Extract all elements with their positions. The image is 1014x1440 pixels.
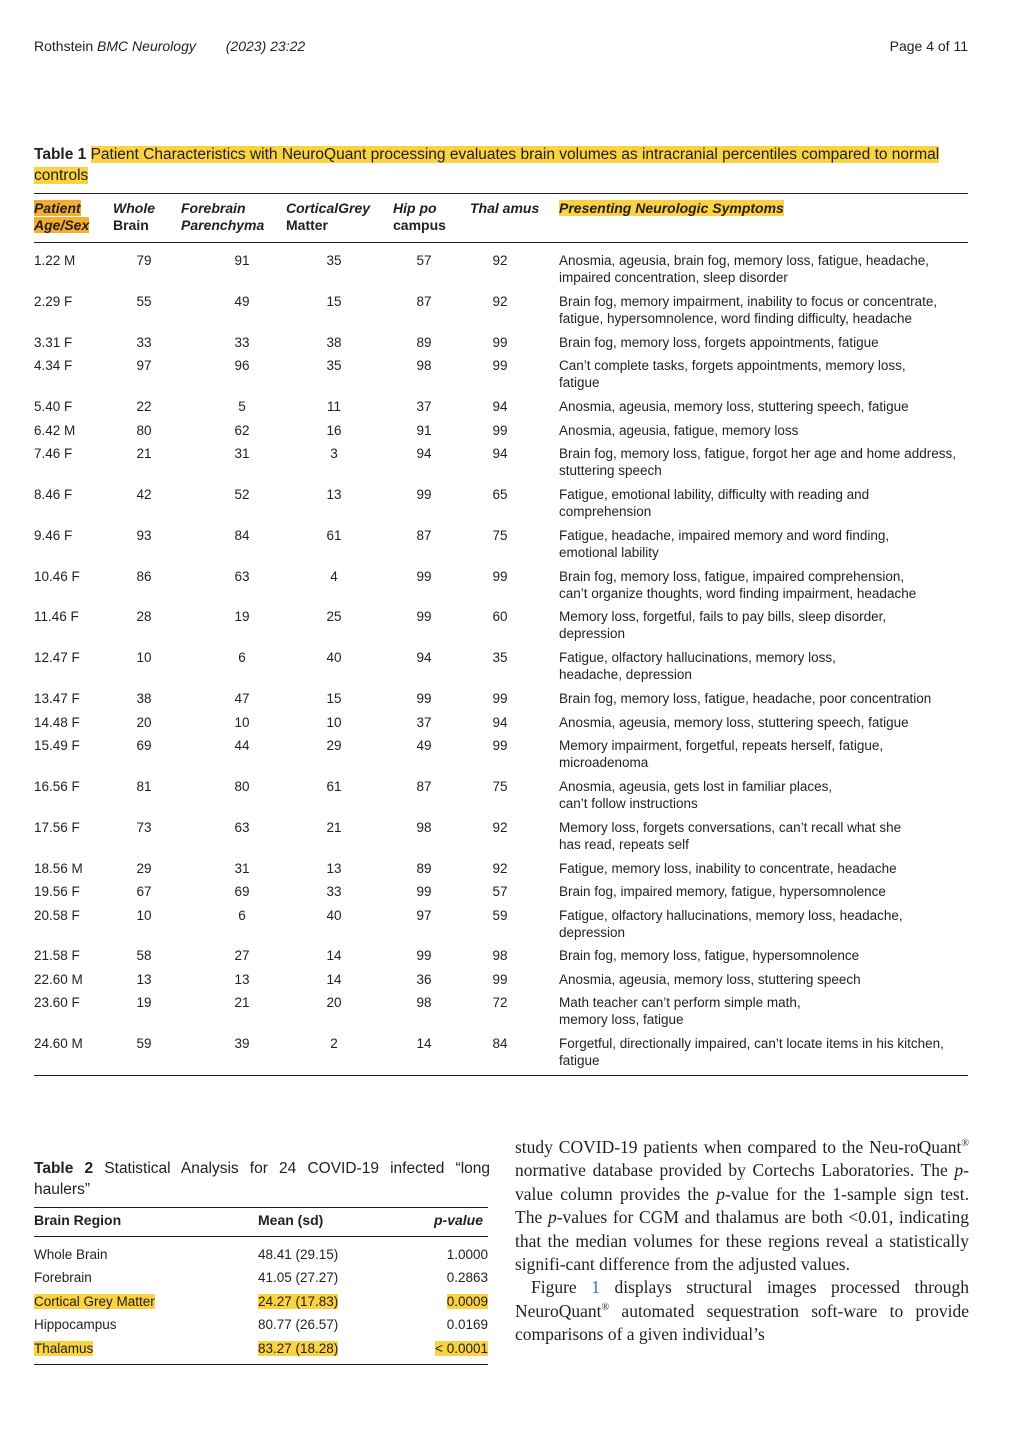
t2-header-pvalue: p-value <box>434 1212 484 1228</box>
table2-cell-region: Forebrain <box>34 1270 92 1285</box>
table1-cell-pt: 9.46 F <box>34 528 73 543</box>
table1-cell-pt: 24.60 M <box>34 1036 83 1051</box>
table1-caption-end: controls <box>34 167 89 184</box>
table1-cell-symptoms: Brain fog, memory loss, fatigue, headache, poor concentration <box>559 691 932 706</box>
col-header-forebrain: Forebrain Parenchyma <box>181 200 265 233</box>
table1-cell-thal: 99 <box>492 335 508 350</box>
table1-cell-fp: 91 <box>234 253 250 268</box>
table1-cell-cgm: 3 <box>330 446 338 461</box>
table1-cell-thal: 94 <box>492 399 508 414</box>
table1-cell-cgm: 20 <box>326 995 342 1010</box>
table2-cell-p: 1.0000 <box>446 1247 488 1262</box>
table1-cell-thal: 75 <box>492 779 508 794</box>
table1-cell-hip: 98 <box>416 995 432 1010</box>
col-header-symptoms: Presenting Neurologic Symptoms <box>559 200 784 216</box>
table1-cell-symptoms: Anosmia, ageusia, memory loss, stuttering speech, fatigue <box>559 399 909 414</box>
table1-cell-wb: 73 <box>136 820 152 835</box>
table1-cell-pt: 10.46 F <box>34 569 80 584</box>
table2-cell-p: 0.0169 <box>446 1317 488 1332</box>
table1-cell-symptoms: Memory loss, forgetful, fails to pay bills, sleep disorder, depression <box>559 609 887 641</box>
table1-cell-cgm: 21 <box>326 820 342 835</box>
table1-cell-symptoms: Memory loss, forgets conversations, can’t recall what she has read, repeats self <box>559 820 902 852</box>
table1-cell-thal: 92 <box>492 294 508 309</box>
table1-header-rule <box>34 242 968 243</box>
table1-cell-thal: 92 <box>492 820 508 835</box>
table2-cell-region: Cortical Grey Matter <box>34 1294 155 1309</box>
table1-cell-hip: 98 <box>416 358 432 373</box>
table1-cell-symptoms: Fatigue, olfactory hallucinations, memory loss, headache, depression <box>559 908 903 940</box>
running-header <box>34 38 305 54</box>
table1-cell-fp: 13 <box>234 972 250 987</box>
table2-bottom-rule <box>34 1364 488 1365</box>
col-header-hippocampus: Hip po campus <box>393 200 446 233</box>
table2-caption <box>34 1158 490 1200</box>
table1-cell-wb: 93 <box>136 528 152 543</box>
table1-cell-pt: 7.46 F <box>34 446 73 461</box>
table1-cell-hip: 87 <box>416 528 432 543</box>
table1-cell-pt: 20.58 F <box>34 908 80 923</box>
table1-cell-hip: 91 <box>416 423 432 438</box>
table1-cell-thal: 57 <box>492 884 508 899</box>
table1-cell-fp: 49 <box>234 294 250 309</box>
table1-cell-hip: 14 <box>416 1036 432 1051</box>
table1-caption <box>34 144 970 186</box>
table1-cell-fp: 62 <box>234 423 250 438</box>
table1-cell-symptoms: Math teacher can’t perform simple math, memory loss, fatigue <box>559 995 801 1027</box>
table1-cell-wb: 55 <box>136 294 152 309</box>
table2-header-rule <box>34 1236 488 1237</box>
table1-cell-pt: 4.34 F <box>34 358 73 373</box>
table1-cell-wb: 69 <box>136 738 152 753</box>
header-journal: BMC Neurology <box>97 38 196 54</box>
table1-cell-fp: 6 <box>238 650 246 665</box>
table1-cell-symptoms: Anosmia, ageusia, brain fog, memory loss, fatigue, headache, impaired concentration, sleep disorder <box>559 253 929 285</box>
table1-cell-cgm: 29 <box>326 738 342 753</box>
table1-cell-pt: 2.29 F <box>34 294 73 309</box>
table1-cell-wb: 38 <box>136 691 152 706</box>
table2-top-rule <box>34 1207 488 1208</box>
table2-cell-region: Thalamus <box>34 1341 94 1356</box>
table1-cell-wb: 58 <box>136 948 152 963</box>
table1-cell-symptoms: Anosmia, ageusia, gets lost in familiar places, can’t follow instructions <box>559 779 833 811</box>
col-header-whole-brain: Whole Brain <box>113 200 155 233</box>
table1-caption-text: Patient Characteristics with NeuroQuant processing evaluates brain volumes as intracranial percentiles compared to normal <box>90 146 940 163</box>
table1-cell-thal: 60 <box>492 609 508 624</box>
table1-cell-hip: 99 <box>416 609 432 624</box>
table1-cell-hip: 94 <box>416 650 432 665</box>
table1-cell-wb: 33 <box>136 335 152 350</box>
table1-cell-thal: 99 <box>492 569 508 584</box>
body-paragraph-1: study COVID-19 patients when compared to the Neu-roQuant® normative database provided by Cortechs Laboratories. The p-value column provides the p-value for the 1-sample sign test. The p-values for CGM and thalamus are both <0.01, indicating that the median volumes for these regions reveal a statistically signifi-cant difference from the adjusted values. <box>515 1137 969 1275</box>
table1-cell-symptoms: Brain fog, memory loss, forgets appointments, fatigue <box>559 335 879 350</box>
table1-cell-fp: 63 <box>234 820 250 835</box>
table1-cell-cgm: 15 <box>326 691 342 706</box>
table1-cell-hip: 99 <box>416 569 432 584</box>
table1-cell-thal: 94 <box>492 446 508 461</box>
t2-header-region: Brain Region <box>34 1212 122 1228</box>
table1-cell-symptoms: Anosmia, ageusia, memory loss, stuttering speech <box>559 972 861 987</box>
table1-cell-cgm: 14 <box>326 948 342 963</box>
table1-cell-hip: 99 <box>416 948 432 963</box>
table1-cell-hip: 36 <box>416 972 432 987</box>
table1-cell-symptoms: Fatigue, olfactory hallucinations, memory loss, headache, depression <box>559 650 836 682</box>
table1-cell-hip: 99 <box>416 487 432 502</box>
table1-cell-cgm: 15 <box>326 294 342 309</box>
table1-cell-thal: 65 <box>492 487 508 502</box>
table2-cell-mean: 83.27 (18.28) <box>258 1341 339 1356</box>
table1-cell-pt: 16.56 F <box>34 779 80 794</box>
table1-cell-fp: 10 <box>234 715 250 730</box>
col-header-patient: Patient Age/Sex <box>34 200 90 233</box>
table1-label: Table 1 <box>34 146 87 163</box>
table1-cell-symptoms: Can’t complete tasks, forgets appointments, memory loss, fatigue <box>559 358 906 390</box>
table1-cell-pt: 13.47 F <box>34 691 80 706</box>
table1-cell-thal: 99 <box>492 972 508 987</box>
table2-cell-p: 0.2863 <box>446 1270 488 1285</box>
table1-cell-hip: 87 <box>416 294 432 309</box>
table1-cell-pt: 1.22 M <box>34 253 76 268</box>
table1-cell-wb: 80 <box>136 423 152 438</box>
table1-cell-fp: 69 <box>234 884 250 899</box>
table1-cell-pt: 19.56 F <box>34 884 80 899</box>
table1-cell-pt: 12.47 F <box>34 650 80 665</box>
table1-cell-thal: 92 <box>492 253 508 268</box>
table1-cell-wb: 28 <box>136 609 152 624</box>
table1-cell-thal: 99 <box>492 358 508 373</box>
table1-cell-cgm: 16 <box>326 423 342 438</box>
table1-cell-wb: 42 <box>136 487 152 502</box>
table2-cell-mean: 41.05 (27.27) <box>258 1270 339 1285</box>
table1-cell-pt: 14.48 F <box>34 715 80 730</box>
table1-cell-wb: 19 <box>136 995 152 1010</box>
table1-cell-fp: 52 <box>234 487 250 502</box>
table1-cell-cgm: 2 <box>330 1036 338 1051</box>
table1-cell-wb: 81 <box>136 779 152 794</box>
table1-cell-cgm: 35 <box>326 358 342 373</box>
table1-cell-pt: 17.56 F <box>34 820 80 835</box>
table2-cell-p: 0.0009 <box>446 1294 488 1309</box>
table1-cell-thal: 72 <box>492 995 508 1010</box>
table1-cell-symptoms: Brain fog, impaired memory, fatigue, hypersomnolence <box>559 884 886 899</box>
table1-cell-cgm: 4 <box>330 569 338 584</box>
table1-cell-symptoms: Forgetful, directionally impaired, can’t locate items in his kitchen, fatigue <box>559 1036 944 1068</box>
table1-cell-symptoms: Fatigue, memory loss, inability to concentrate, headache <box>559 861 897 876</box>
table1-cell-pt: 3.31 F <box>34 335 73 350</box>
page-number: Page 4 of 11 <box>889 38 968 54</box>
table1-cell-cgm: 61 <box>326 779 342 794</box>
table1-cell-wb: 13 <box>136 972 152 987</box>
table1-cell-thal: 92 <box>492 861 508 876</box>
table1-cell-cgm: 35 <box>326 253 342 268</box>
table1-cell-hip: 57 <box>416 253 432 268</box>
table1-cell-hip: 94 <box>416 446 432 461</box>
table2-cell-mean: 80.77 (26.57) <box>258 1317 339 1332</box>
table1-cell-wb: 79 <box>136 253 152 268</box>
table1-cell-fp: 6 <box>238 908 246 923</box>
table1-cell-hip: 49 <box>416 738 432 753</box>
table1-cell-hip: 87 <box>416 779 432 794</box>
table1-cell-thal: 99 <box>492 691 508 706</box>
table1-cell-symptoms: Anosmia, ageusia, memory loss, stuttering speech, fatigue <box>559 715 909 730</box>
table1-cell-thal: 99 <box>492 423 508 438</box>
table1-cell-wb: 59 <box>136 1036 152 1051</box>
body-paragraph-2: Figure 1 displays structural images processed through NeuroQuant® automated sequestration soft-ware to provide comparisons of a given individual’s <box>515 1277 969 1345</box>
table1-cell-hip: 89 <box>416 861 432 876</box>
table1-cell-pt: 21.58 F <box>34 948 80 963</box>
table2-caption-text: Statistical Analysis for 24 COVID-19 infected “long haulers” <box>34 1160 491 1198</box>
table1-cell-wb: 86 <box>136 569 152 584</box>
table1-cell-wb: 67 <box>136 884 152 899</box>
table1-cell-fp: 19 <box>234 609 250 624</box>
table1-cell-thal: 75 <box>492 528 508 543</box>
table1-cell-cgm: 40 <box>326 908 342 923</box>
table1-cell-hip: 99 <box>416 884 432 899</box>
table1-cell-hip: 89 <box>416 335 432 350</box>
table1-cell-hip: 98 <box>416 820 432 835</box>
table1-cell-pt: 23.60 F <box>34 995 80 1010</box>
table2-cell-mean: 48.41 (29.15) <box>258 1247 339 1262</box>
t2-header-mean: Mean (sd) <box>258 1212 324 1228</box>
table2-label: Table 2 <box>34 1160 94 1177</box>
table1-cell-cgm: 14 <box>326 972 342 987</box>
header-citation: (2023) 23:22 <box>225 38 306 54</box>
table1-cell-wb: 10 <box>136 908 152 923</box>
table1-cell-wb: 22 <box>136 399 152 414</box>
table1-cell-fp: 33 <box>234 335 250 350</box>
table1-cell-thal: 35 <box>492 650 508 665</box>
table1-cell-fp: 31 <box>234 861 250 876</box>
table1-cell-hip: 37 <box>416 399 432 414</box>
table1-cell-cgm: 25 <box>326 609 342 624</box>
table1-cell-symptoms: Fatigue, emotional lability, difficulty with reading and comprehension <box>559 487 870 519</box>
table2-cell-p: < 0.0001 <box>435 1341 488 1356</box>
table1-cell-cgm: 13 <box>326 487 342 502</box>
table1-cell-fp: 39 <box>234 1036 250 1051</box>
table1-cell-cgm: 61 <box>326 528 342 543</box>
table1-cell-hip: 97 <box>416 908 432 923</box>
table1-cell-symptoms: Fatigue, headache, impaired memory and word finding, emotional lability <box>559 528 890 560</box>
table1-cell-fp: 84 <box>234 528 250 543</box>
table1-cell-cgm: 10 <box>326 715 342 730</box>
table1-cell-symptoms: Brain fog, memory loss, fatigue, impaired comprehension, can’t organize thoughts, word finding impairment, headache <box>559 569 917 601</box>
table1-cell-pt: 6.42 M <box>34 423 76 438</box>
table1-cell-thal: 98 <box>492 948 508 963</box>
header-author: Rothstein <box>34 38 94 54</box>
table1-top-rule <box>34 193 968 194</box>
body-text-column <box>515 1136 969 1347</box>
figure-1-link[interactable]: 1 <box>591 1277 600 1298</box>
table1-cell-fp: 27 <box>234 948 250 963</box>
table1-cell-fp: 47 <box>234 691 250 706</box>
table1-cell-wb: 29 <box>136 861 152 876</box>
col-header-thalamus: Thal amus <box>470 200 540 216</box>
table2-cell-mean: 24.27 (17.83) <box>258 1294 339 1309</box>
table1-cell-fp: 31 <box>234 446 250 461</box>
table1-cell-fp: 96 <box>234 358 250 373</box>
table1-cell-cgm: 11 <box>326 399 341 414</box>
table1-cell-pt: 11.46 F <box>34 609 79 624</box>
table1-cell-cgm: 13 <box>326 861 342 876</box>
table1-cell-symptoms: Memory impairment, forgetful, repeats herself, fatigue, microadenoma <box>559 738 884 770</box>
table1-cell-cgm: 38 <box>326 335 342 350</box>
table2-cell-region: Hippocampus <box>34 1317 117 1332</box>
table1-cell-cgm: 33 <box>326 884 342 899</box>
table1-cell-thal: 84 <box>492 1036 508 1051</box>
table1-cell-pt: 18.56 M <box>34 861 83 876</box>
col-header-cortical-grey: CorticalGrey Matter <box>286 200 371 233</box>
table1-cell-pt: 15.49 F <box>34 738 80 753</box>
table1-cell-hip: 99 <box>416 691 432 706</box>
table1-cell-fp: 80 <box>234 779 250 794</box>
table1-cell-fp: 63 <box>234 569 250 584</box>
table1-cell-thal: 59 <box>492 908 508 923</box>
table1-cell-symptoms: Anosmia, ageusia, fatigue, memory loss <box>559 423 799 438</box>
table1-cell-symptoms: Brain fog, memory impairment, inability to focus or concentrate, fatigue, hypersomnolence, word finding difficulty, headache <box>559 294 938 326</box>
table1-cell-fp: 44 <box>234 738 250 753</box>
table1-cell-pt: 5.40 F <box>34 399 73 414</box>
table1-bottom-rule <box>34 1075 968 1076</box>
table1-cell-symptoms: Brain fog, memory loss, fatigue, hypersomnolence <box>559 948 860 963</box>
table1-cell-thal: 94 <box>492 715 508 730</box>
table1-cell-fp: 5 <box>238 399 246 414</box>
table1-cell-pt: 22.60 M <box>34 972 83 987</box>
table1-cell-wb: 21 <box>136 446 152 461</box>
table1-cell-wb: 10 <box>136 650 152 665</box>
table1-cell-cgm: 40 <box>326 650 342 665</box>
table1-cell-thal: 99 <box>492 738 508 753</box>
table1-cell-hip: 37 <box>416 715 432 730</box>
table2-cell-region: Whole Brain <box>34 1247 108 1262</box>
table1-cell-symptoms: Brain fog, memory loss, fatigue, forgot her age and home address, stuttering speech <box>559 446 956 478</box>
table1-cell-wb: 97 <box>136 358 152 373</box>
table1-cell-pt: 8.46 F <box>34 487 73 502</box>
table1-cell-wb: 20 <box>136 715 152 730</box>
table1-cell-fp: 21 <box>234 995 250 1010</box>
